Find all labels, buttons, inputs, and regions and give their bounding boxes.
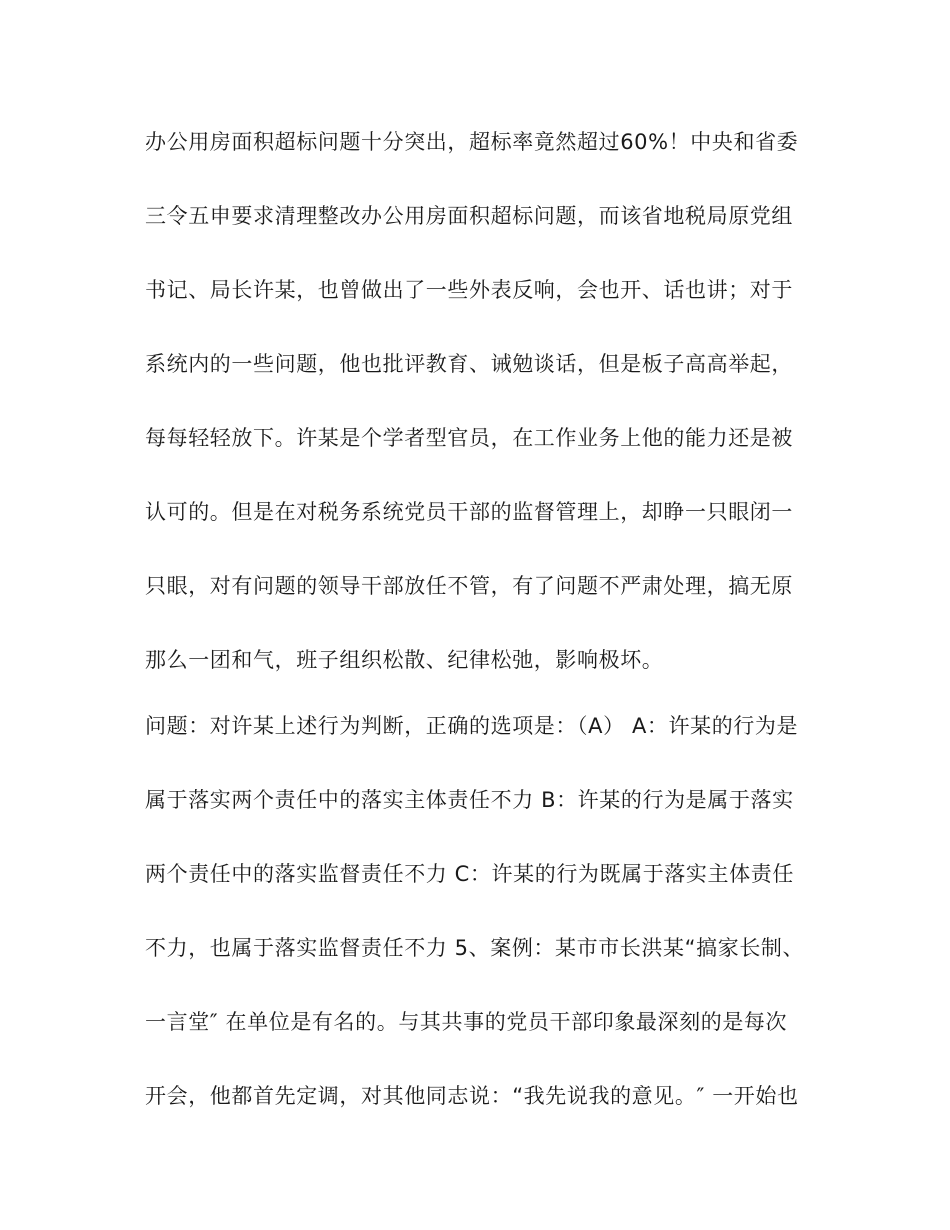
text-line: 认可的。但是在对税务系统党员干部的监督管理上，却睁一只眼闭一 [145,500,793,524]
text-line: 只眼，对有问题的领导干部放任不管，有了问题不严肃处理，搞无原 [145,574,793,598]
text-line: 一言堂″ 在单位是有名的。与其共事的党员干部印象最深刻的是每次 [145,1010,788,1034]
text-line: 系统内的一些问题，他也批评教育、诫勉谈话，但是板子高高举起， [145,352,793,376]
text-line: 办公用房面积超标问题十分突出，超标率竟然超过60%！中央和省委 [145,130,799,154]
question-line: 不力，也属于落实监督责任不力 5、案例：某市市长洪某“搞家长制、 [145,936,805,960]
question-line: 问题：对许某上述行为判断，正确的选项是：（A） A：许某的行为是 [145,714,799,738]
text-line: 每每轻轻放下。许某是个学者型官员，在工作业务上他的能力还是被 [145,426,793,450]
question-line: 两个责任中的落实监督责任不力 C：许某的行为既属于落实主体责任 [145,862,794,886]
text-line: 书记、局长许某，也曾做出了一些外表反响，会也开、话也讲；对于 [145,278,793,302]
text-line: 那么一团和气，班子组织松散、纪律松弛，影响极坏。 [145,648,664,672]
text-line: 开会，他都首先定调，对其他同志说：“我先说我的意见。″ 一开始也 [145,1084,799,1108]
text-line: 三令五申要求清理整改办公用房面积超标问题，而该省地税局原党组 [145,204,793,228]
question-line: 属于落实两个责任中的落实主体责任不力 B：许某的行为是属于落实 [145,788,794,812]
